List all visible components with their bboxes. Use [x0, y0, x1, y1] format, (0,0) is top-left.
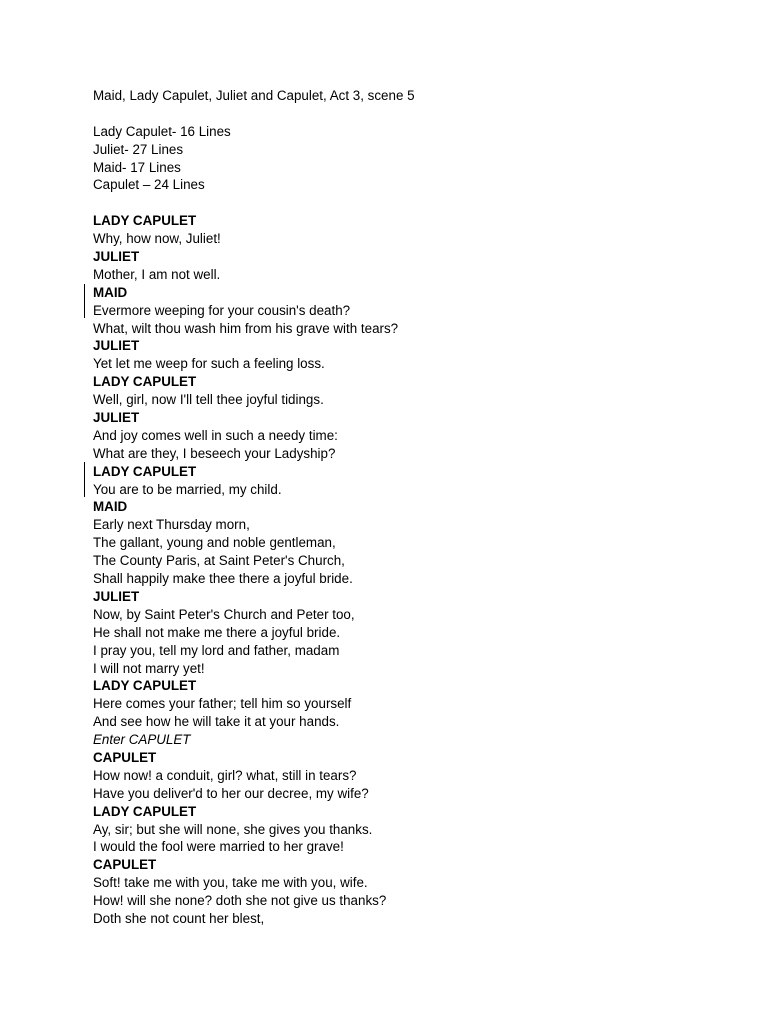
dialogue-line: Ay, sir; but she will none, she gives you thanks. — [93, 821, 373, 837]
dialogue-line: And joy comes well in such a needy time: — [93, 427, 338, 443]
speaker-name: LADY CAPULET — [93, 374, 197, 390]
dialogue-line: Early next Thursday morn, — [93, 517, 250, 533]
speaker-name: LADY CAPULET — [93, 803, 197, 819]
speaker-name: JULIET — [93, 338, 140, 354]
dialogue-line: What, wilt thou wash him from his grave with tears? — [93, 320, 399, 336]
dialogue-line: You are to be married, my child. — [93, 481, 282, 497]
speaker-name: LADY CAPULET — [93, 678, 197, 694]
dialogue-line: I will not marry yet! — [93, 660, 205, 676]
dialogue-line: The gallant, young and noble gentleman, — [93, 535, 336, 551]
dialogue-line: Why, how now, Juliet! — [93, 231, 221, 247]
blank-line — [93, 105, 733, 123]
dialogue-line: Now, by Saint Peter's Church and Peter too, — [93, 606, 355, 622]
dialogue-line: What are they, I beseech your Ladyship? — [93, 445, 336, 461]
dialogue-line: He shall not make me there a joyful bride. — [93, 624, 341, 640]
speaker-name: LADY CAPULET — [93, 463, 197, 479]
dialogue-line: Yet let me weep for such a feeling loss. — [93, 356, 325, 372]
blank-line — [93, 194, 733, 212]
dialogue-line: How! will she none? doth she not give us thanks? — [93, 893, 387, 909]
line-count-juliet: Juliet- 27 Lines — [93, 141, 184, 157]
dialogue-line: Well, girl, now I'll tell thee joyful tidings. — [93, 392, 324, 408]
dialogue-line: How now! a conduit, girl? what, still in tears? — [93, 767, 357, 783]
speaker-name: CAPULET — [93, 857, 157, 873]
line-count-maid: Maid- 17 Lines — [93, 159, 181, 175]
dialogue-line: Here comes your father; tell him so yourself — [93, 696, 352, 712]
dialogue-line: I pray you, tell my lord and father, madam — [93, 642, 340, 658]
dialogue-line: And see how he will take it at your hands. — [93, 714, 340, 730]
line-count-lady-capulet: Lady Capulet- 16 Lines — [93, 123, 231, 139]
speaker-name: JULIET — [93, 249, 140, 265]
dialogue-line: I would the fool were married to her grave! — [93, 839, 344, 855]
document-title: Maid, Lady Capulet, Juliet and Capulet, Act 3, scene 5 — [93, 88, 415, 103]
speaker-name: MAID — [93, 284, 128, 300]
line-count-list — [93, 123, 733, 195]
dialogue-line: Soft! take me with you, take me with you, wife. — [93, 875, 368, 891]
speaker-name: JULIET — [93, 410, 140, 426]
change-bar-lady-capulet — [84, 462, 85, 497]
dialogue-line: Evermore weeping for your cousin's death? — [93, 302, 351, 318]
dialogue-line: Have you deliver'd to her our decree, my wife? — [93, 785, 369, 801]
document-body — [93, 87, 733, 928]
dialogue-line: Mother, I am not well. — [93, 266, 221, 282]
speaker-name: MAID — [93, 499, 128, 515]
stage-direction: Enter CAPULET — [93, 732, 191, 748]
line-count-capulet: Capulet – 24 Lines — [93, 177, 205, 193]
change-bar-maid — [84, 284, 85, 318]
dialogue-line: Doth she not count her blest, — [93, 910, 265, 926]
speaker-name: LADY CAPULET — [93, 213, 197, 229]
speaker-name: JULIET — [93, 588, 140, 604]
dialogue-line: Shall happily make thee there a joyful bride. — [93, 571, 353, 587]
script-block — [93, 212, 733, 928]
dialogue-line: The County Paris, at Saint Peter's Church, — [93, 553, 345, 569]
speaker-name: CAPULET — [93, 749, 157, 765]
